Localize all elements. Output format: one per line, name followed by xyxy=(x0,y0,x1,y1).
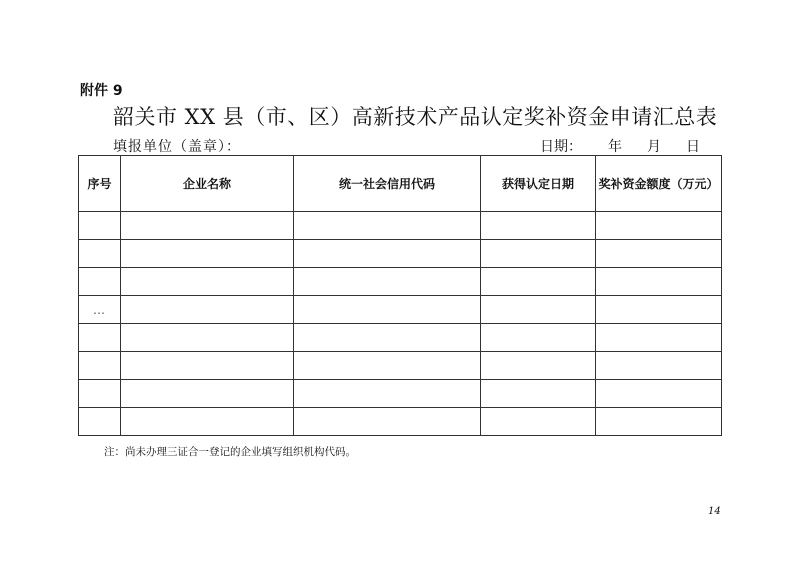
cell-credit-code xyxy=(294,268,481,296)
cell-index xyxy=(79,324,121,352)
cell-company-name xyxy=(121,240,294,268)
table-row xyxy=(79,296,722,324)
page-number: 14 xyxy=(708,506,721,517)
table-row xyxy=(79,268,722,296)
table-row xyxy=(79,380,722,408)
cell-company-name xyxy=(121,268,294,296)
header-index: 序号 xyxy=(79,156,121,212)
cell-certification-date xyxy=(481,408,596,436)
cell-credit-code xyxy=(294,240,481,268)
cell-subsidy-amount xyxy=(596,324,722,352)
attachment-label: 附件 9 xyxy=(80,83,123,99)
year-label: 年 xyxy=(608,139,622,155)
cell-company-name xyxy=(121,352,294,380)
cell-certification-date xyxy=(481,212,596,240)
cell-credit-code xyxy=(294,352,481,380)
cell-subsidy-amount xyxy=(596,408,722,436)
cell-certification-date xyxy=(481,352,596,380)
cell-credit-code xyxy=(294,408,481,436)
cell-company-name xyxy=(121,324,294,352)
month-label: 月 xyxy=(647,139,661,155)
day-label: 日 xyxy=(686,139,700,155)
table-row xyxy=(79,240,722,268)
cell-index xyxy=(79,380,121,408)
cell-subsidy-amount xyxy=(596,352,722,380)
footnote: 注：尚未办理三证合一登记的企业填写组织机构代码。 xyxy=(104,446,356,458)
cell-index xyxy=(79,240,121,268)
header-certification-date: 获得认定日期 xyxy=(481,156,596,212)
cell-subsidy-amount xyxy=(596,296,722,324)
header-company-name: 企业名称 xyxy=(121,156,294,212)
cell-subsidy-amount xyxy=(596,212,722,240)
header-credit-code: 统一社会信用代码 xyxy=(294,156,481,212)
table-row xyxy=(79,352,722,380)
table-header-row xyxy=(79,156,722,212)
cell-company-name xyxy=(121,296,294,324)
table-row xyxy=(79,324,722,352)
cell-certification-date xyxy=(481,296,596,324)
summary-table xyxy=(78,155,722,436)
cell-index: … xyxy=(79,296,121,324)
cell-subsidy-amount xyxy=(596,380,722,408)
cell-certification-date xyxy=(481,380,596,408)
cell-company-name xyxy=(121,380,294,408)
cell-credit-code xyxy=(294,380,481,408)
cell-index xyxy=(79,352,121,380)
fill-unit-label: 填报单位（盖章）： xyxy=(113,139,241,155)
table-row xyxy=(79,212,722,240)
date-label: 日期： xyxy=(540,139,582,155)
cell-index xyxy=(79,408,121,436)
cell-credit-code xyxy=(294,296,481,324)
cell-company-name xyxy=(121,408,294,436)
cell-credit-code xyxy=(294,212,481,240)
header-subsidy-amount: 奖补资金额度（万元） xyxy=(596,156,722,212)
cell-certification-date xyxy=(481,268,596,296)
page-title: 韶关市 XX 县（市、区）高新技术产品认定奖补资金申请汇总表 xyxy=(113,105,718,129)
cell-company-name xyxy=(121,212,294,240)
cell-credit-code xyxy=(294,324,481,352)
cell-certification-date xyxy=(481,324,596,352)
cell-subsidy-amount xyxy=(596,240,722,268)
cell-certification-date xyxy=(481,240,596,268)
cell-subsidy-amount xyxy=(596,268,722,296)
cell-index xyxy=(79,212,121,240)
cell-index xyxy=(79,268,121,296)
table-row xyxy=(79,408,722,436)
